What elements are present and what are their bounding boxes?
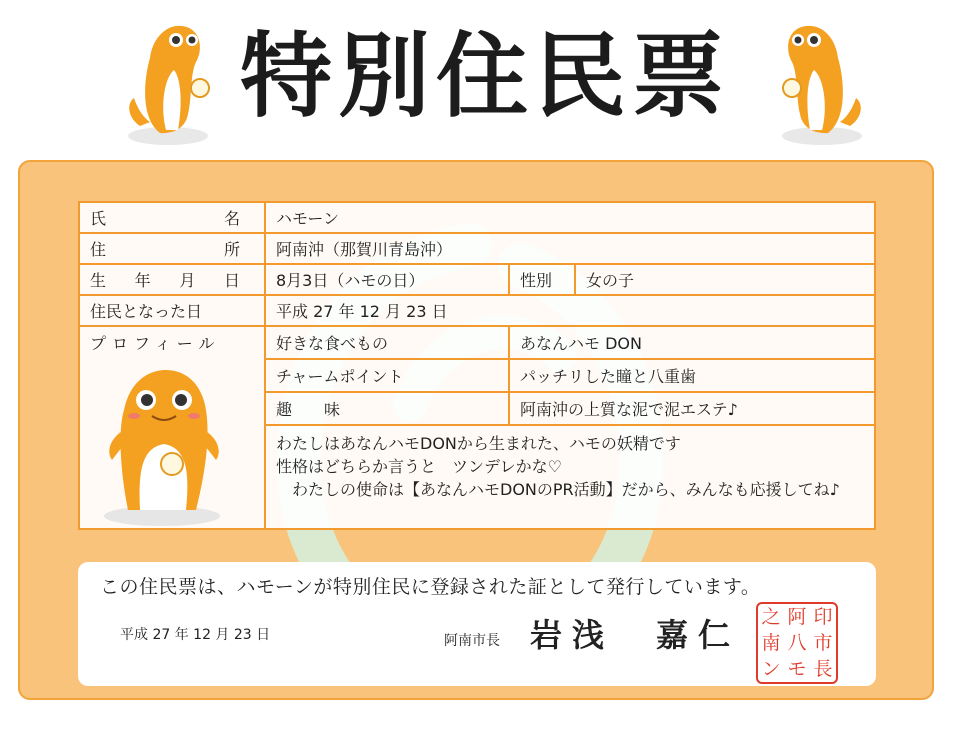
profile-key: 趣 味 [265, 392, 509, 425]
gender-label: 性別 [509, 264, 575, 295]
address-value: 阿南沖（那賀川青島沖） [265, 233, 875, 264]
table-row [79, 295, 875, 326]
table-row [79, 264, 875, 295]
notice-text: この住民票は、ハモーンが特別住民に登録された証として発行しています。 [100, 576, 761, 598]
residency-value: 平成 27 年 12 月 23 日 [265, 295, 875, 326]
birthday-label: 生 年 月 日 [79, 264, 265, 295]
official-seal: 之 阿 印 南 八 市 ン モ 長 [756, 602, 838, 684]
page-title: 特別住民票 [239, 23, 730, 130]
address-label: 住 所 [79, 233, 265, 264]
profile-key: チャームポイント [265, 359, 509, 392]
issuance-notice [78, 562, 876, 686]
birthday-value: 8月3日（ハモの日） [265, 264, 509, 295]
profile-value: 阿南沖の上質な泥で泥エステ♪ [509, 392, 875, 425]
table-row [79, 233, 875, 264]
profile-value: パッチリした瞳と八重歯 [509, 359, 875, 392]
profile-key: 好きな食べもの [265, 326, 509, 359]
name-label: 氏 名 [79, 202, 265, 233]
table-row [79, 326, 875, 359]
gender-value: 女の子 [575, 264, 875, 295]
mascot-icon [770, 18, 870, 148]
profile-value: あなんハモ DON [509, 326, 875, 359]
issue-date: 平成 27 年 12 月 23 日 [120, 627, 271, 643]
table-row [79, 202, 875, 233]
register-table [78, 201, 876, 530]
profile-description: わたしはあなんハモDONから生まれた、ハモの妖精です 性格はどちらか言うと ツンデレかな♡ わたしの使命は【あなんハモDONのPR活動】だから、みんなも応援してね♪ [265, 425, 875, 529]
mayor-name: 岩浅 嘉仁 [530, 616, 741, 654]
mascot-icon [90, 360, 240, 528]
residency-label: 住民となった日 [79, 295, 265, 326]
profile-label-cell [79, 326, 265, 529]
profile-label: プロフィール [90, 334, 221, 353]
mascot-icon [120, 18, 220, 148]
name-value: ハモーン [265, 202, 875, 233]
mayor-title: 阿南市長 [444, 633, 500, 649]
